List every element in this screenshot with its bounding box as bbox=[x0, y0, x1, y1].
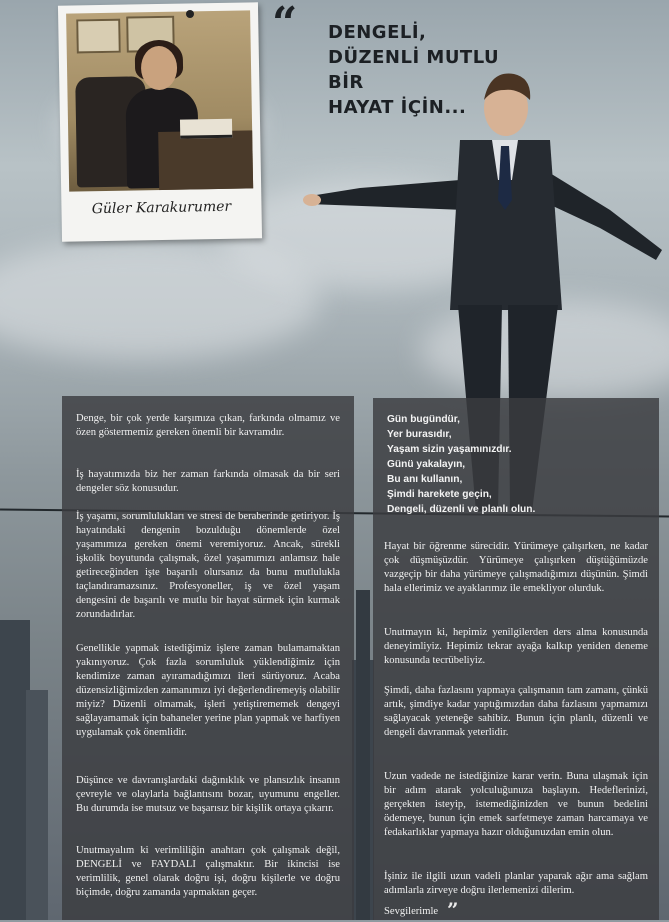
motto-line: Yer burasıdır, bbox=[387, 429, 452, 440]
headline-line: DÜZENLİ MUTLU BİR bbox=[328, 47, 500, 93]
desk bbox=[158, 130, 253, 191]
author-photo bbox=[66, 10, 253, 191]
paragraph: İş hayatımızda biz her zaman farkında olmasak da bir seri dengeler söz konusudur. bbox=[76, 469, 340, 494]
paragraph: Unutmayalım ki verimliliğin anahtarı çok çalışmak değil, DENGELİ ve FAYDALI çalışmaktır. Bir ikincisi ise verimlilik, genel olarak doğru işi, doğru kişilerle ve doğru biçimde, doğru zamanda yapmaktan geçer. bbox=[76, 845, 340, 898]
left-arm bbox=[308, 180, 465, 210]
open-quote-mark: “ bbox=[272, 0, 298, 49]
motto-list bbox=[387, 412, 627, 517]
person-face bbox=[141, 46, 178, 91]
paragraph: Uzun vadede ne istediğinize karar verin. Buna ulaşmak için bir adım atarak yolculuğunuza başlayın. Hedeflerinizi, gerçekten isteyip, istemediğinizden ve bunun bedelini ödemeye, bunun için emek sarfetmeye zaman harcamaya ve fedakarlıklar yapmaya hazır olduğunuzdan emin olun. bbox=[384, 771, 648, 838]
paragraph: Şimdi, daha fazlasını yapmaya çalışmanın tam zamanı, çünkü artık, şimdiye kadar yaptığımızdan daha fazlasını yapmamızı sağlayacak yeteneğe sahibiz. Bunun için planlı, düzenli ve dengeli davranmak yeterlidir. bbox=[384, 685, 648, 738]
left-text-column bbox=[62, 396, 354, 920]
books bbox=[180, 119, 232, 139]
motto-line: Bu anı kullanın, bbox=[387, 474, 463, 485]
author-photo-card bbox=[58, 2, 262, 241]
motto-line: Şimdi harekete geçin, bbox=[387, 489, 492, 500]
headline-line: HAYAT İÇİN... bbox=[328, 97, 467, 118]
city-building bbox=[356, 590, 370, 920]
paragraph: İş yaşamı, sorumlulukları ve stresi de beraberinde getiriyor. İş hayatındaki dengenin bozulduğu dönemlerde özel yaşamımıza gereken önemi veremiyoruz. Ancak, sürekli işkolik boyutunda çalışmak, özel yaşamımızı anlamsız hale getireceğinden işte başarılı olursanız da bunu mutlulukla taçlandıramazsınız. Profesyoneller, iş ve özel yaşam dengesini de başarılı ve mutlu bir hayat sürmek için kurmak zorundadırlar. bbox=[76, 511, 340, 620]
paragraph: Genellikle yapmak istediğimiz işlere zaman bulamamaktan yakınıyoruz. Çok fazla sorumluluk yüklendiğimiz için kendimize zaman ayıramadığımızı ileri sürüyoruz. Acaba düzensizliğimizden zamanımızı iyi değerlendiremeyiş olabilir miyiz? Düzenli olmamak, işleri yetiştirememek dengeyi sağlayamamak için bahaneler yerine plan yapmak ve harfiyen uygulamak çok önemlidir. bbox=[76, 643, 340, 738]
right-arm bbox=[540, 170, 662, 260]
motto-line: Dengeli, düzenli ve planlı olun. bbox=[387, 504, 536, 515]
close-quote-mark: ” bbox=[447, 898, 459, 922]
wall-frame bbox=[76, 19, 121, 54]
paragraph: Unutmayın ki, hepimiz yenilgilerden ders alma konusunda deneyimliyiz. Hepimiz tekrar ayağa kalkıp yeniden deneme konusunda tecrübeliyiz. bbox=[384, 627, 648, 666]
headline-line: DENGELİ, bbox=[328, 22, 427, 43]
paragraph: Düşünce ve davranışlardaki dağınıklık ve plansızlık insanın çevreyle ve olaylarla bağlantısını bozar, uyumunu engeller. Bu durumda ise mutsuz ve başarısız bir kişilik ortaya çıkarır. bbox=[76, 775, 340, 814]
paragraph: İşiniz ile ilgili uzun vadeli planlar yaparak ağır ama sağlam adımlarla zirveye doğru ilerlemenizi dilerim. bbox=[384, 871, 648, 896]
left-hand bbox=[303, 194, 321, 206]
right-text-column bbox=[373, 398, 659, 920]
motto-line: Günü yakalayın, bbox=[387, 459, 466, 470]
motto-line: Yaşam sizin yaşamınızdır. bbox=[387, 444, 512, 455]
pin-icon bbox=[186, 10, 194, 18]
paragraph: Hayat bir öğrenme sürecidir. Yürümeye çalışırken, ne kadar çok düşmüşüzdür. Yürümeye çalışırken düştüğümüzde vazgeçip bir daha yürümeye çalışmadığımızı düşünün. Şimdi hala ellerimiz ve ayaklarımız ile emekliyor olurduk. bbox=[384, 541, 648, 594]
city-building bbox=[26, 690, 48, 920]
motto-line: Gün bugündür, bbox=[387, 414, 460, 425]
sign-off: Sevgilerimle bbox=[384, 906, 439, 917]
author-signature: Güler Karakurumer bbox=[91, 198, 232, 218]
paragraph: Denge, bir çok yerde karşımıza çıkan, farkında olmamız ve özen göstermemiz gereken önemli bir kavramdır. bbox=[76, 413, 340, 438]
